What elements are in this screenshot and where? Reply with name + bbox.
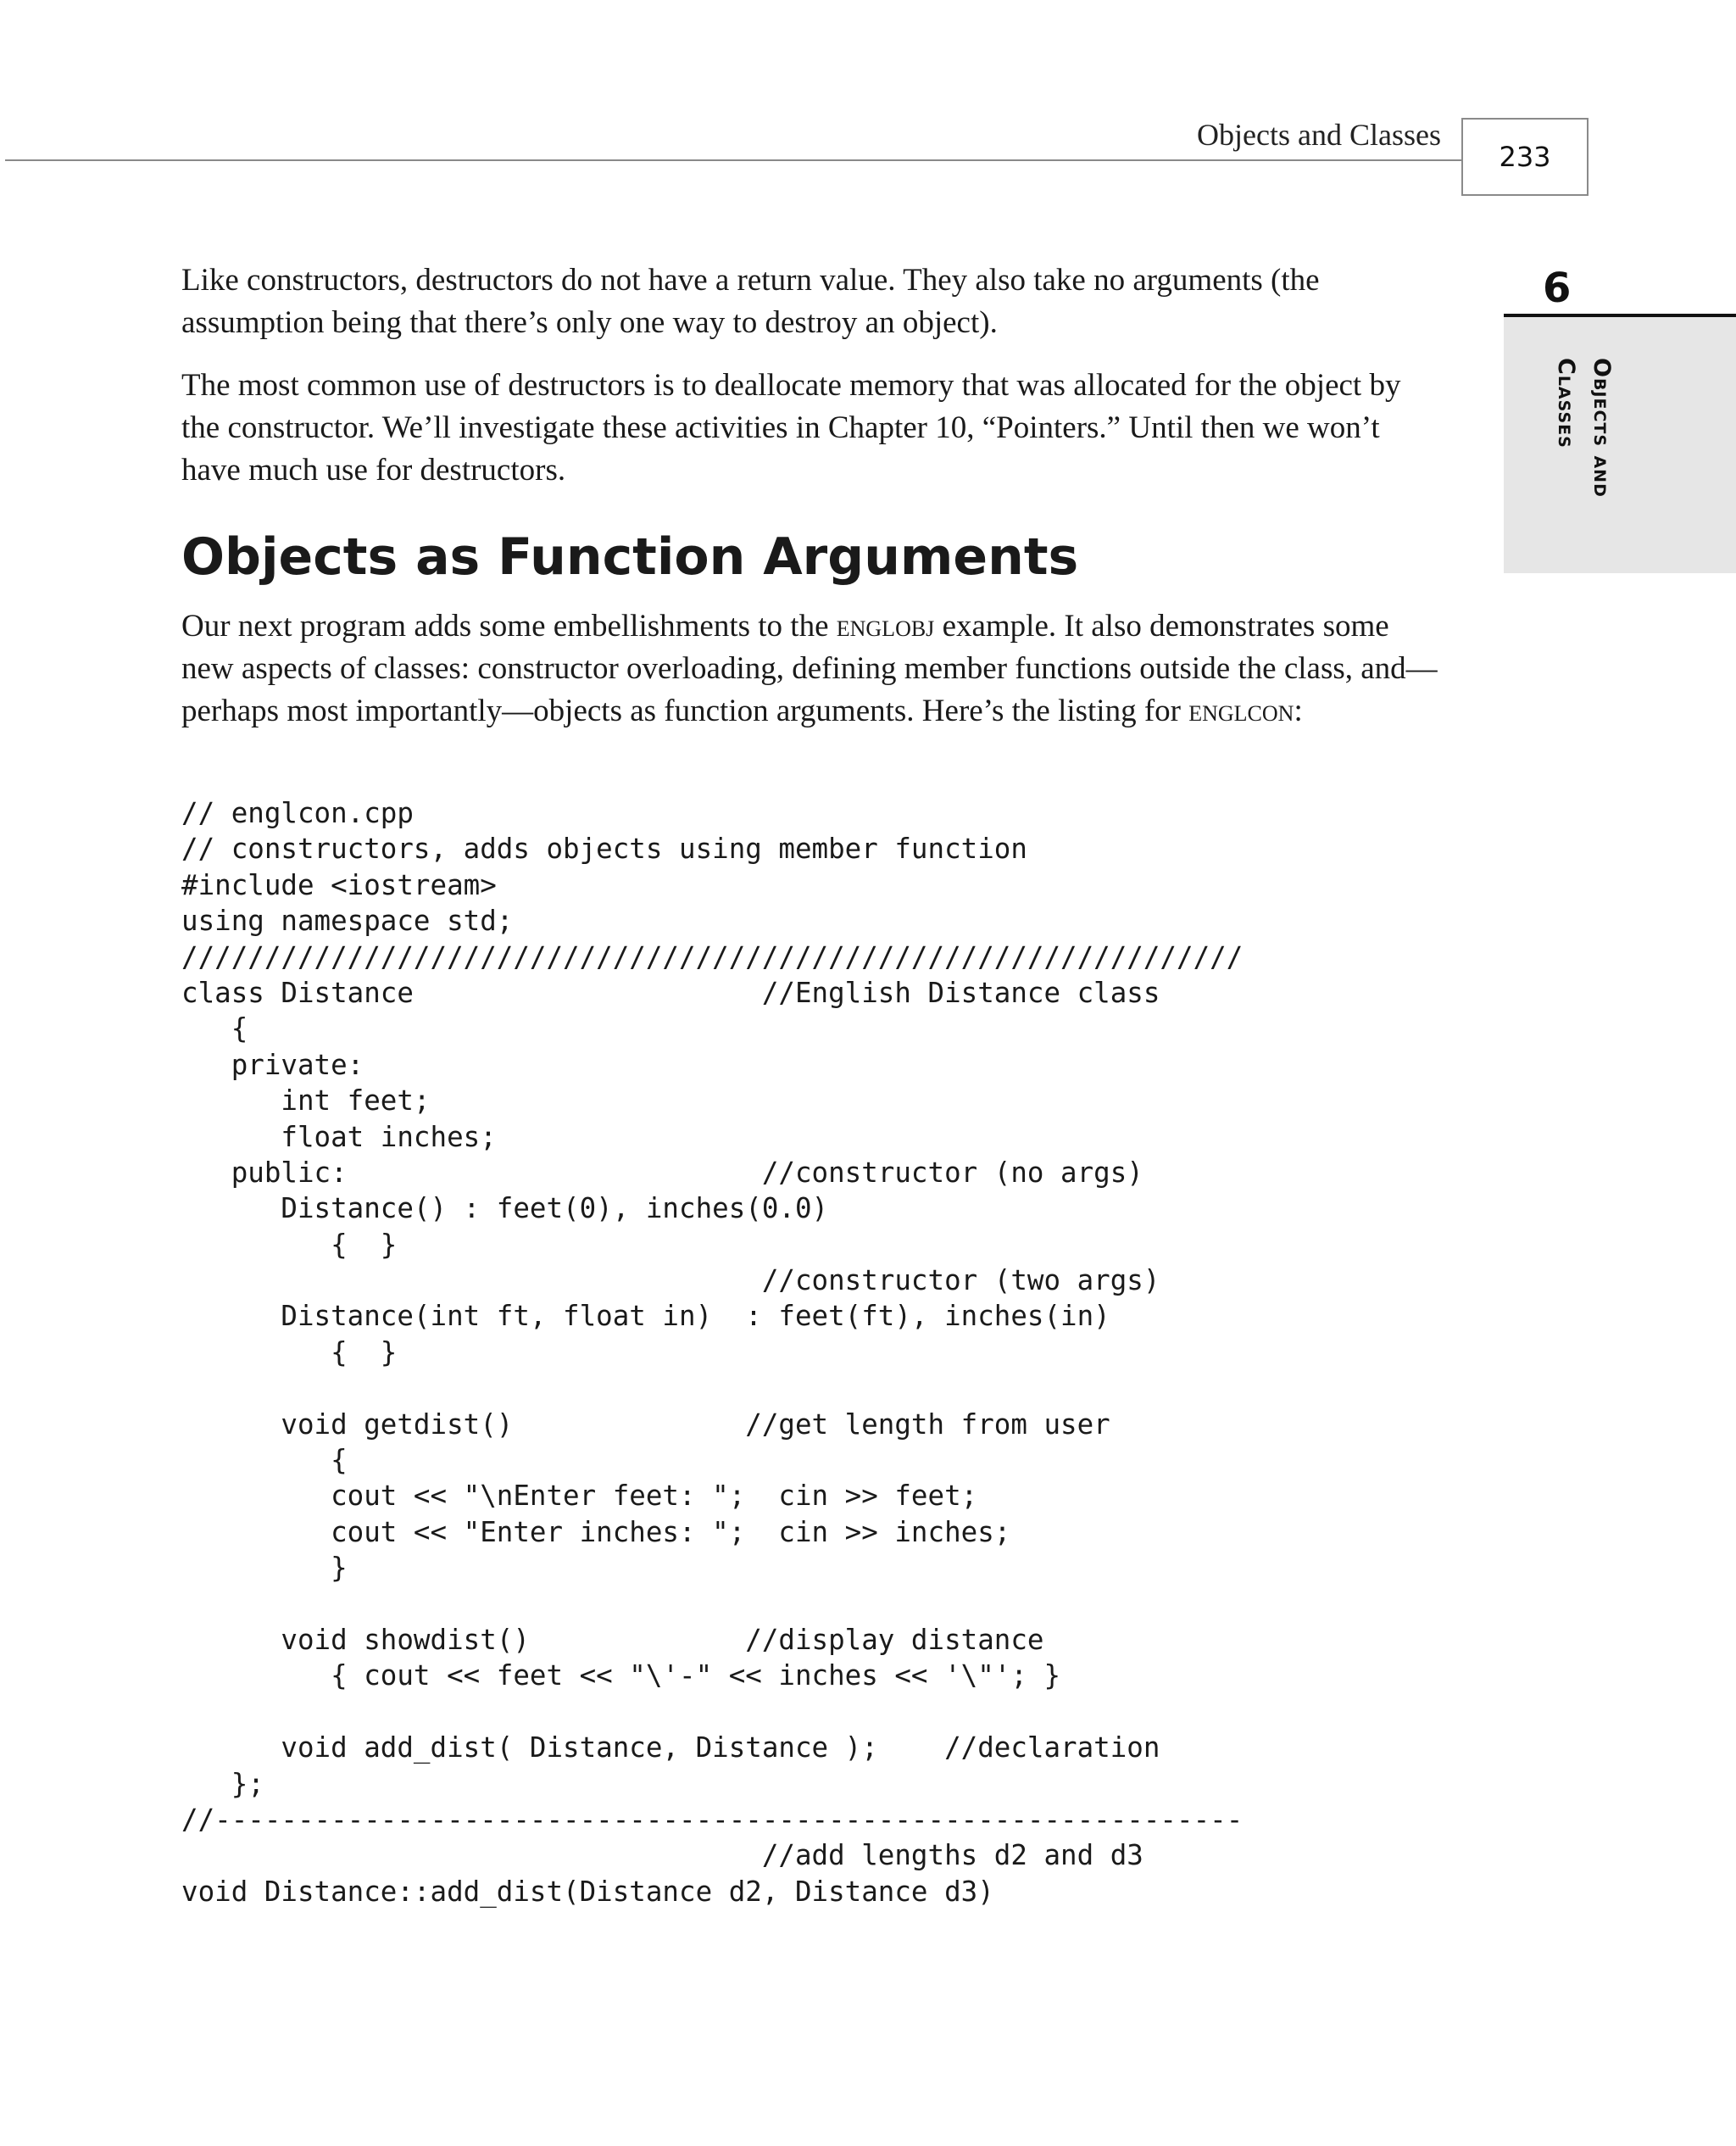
- code-line: }: [181, 1552, 348, 1585]
- intro-text-end: :: [1294, 694, 1303, 728]
- code-line: cout << "Enter inches: "; cin >> inches;: [181, 1515, 1011, 1548]
- code-line: };: [181, 1767, 264, 1800]
- code-line: int feet;: [181, 1084, 431, 1118]
- paragraph-destructor-use: The most common use of destructors is to deallocate memory that was allocated for the object by the constructor. We’ll investigate these activities in Chapter 10, “Pointers.” Until then we won’t have much use for destructors.: [181, 368, 1401, 488]
- code-line: [181, 1694, 1243, 1730]
- paragraph-englcon-intro: [181, 605, 1444, 733]
- code-listing: [181, 795, 1243, 1909]
- program-name-englcon: englcon: [1188, 694, 1294, 728]
- running-header-title: Objects and Classes: [1197, 118, 1441, 152]
- intro-text-middle: example. It also demonstrates some new aspects of classes: constructor overloading, defining member functions outside the class, and—perhaps most importantly—objects as function arguments. Here’s the listing for: [181, 609, 1438, 728]
- code-line: { }: [181, 1335, 398, 1368]
- code-line: //constructor (two args): [181, 1264, 1160, 1297]
- section-heading: Objects as Function Arguments: [181, 527, 1079, 587]
- chapter-tab-label-line1: Objects and: [1589, 358, 1615, 498]
- code-line: void Distance::add_dist(Distance d2, Distance d3): [181, 1875, 994, 1908]
- code-line: cout << "\nEnter feet: "; cin >> feet;: [181, 1480, 978, 1513]
- page-number: 233: [1461, 118, 1589, 196]
- code-line: {: [181, 1012, 248, 1045]
- paragraph-destructor-return: Like constructors, destructors do not have a return value. They also take no arguments (the assumption being that there’s only one way to destroy an object).: [181, 263, 1320, 340]
- chapter-thumb-tab: [1504, 317, 1736, 573]
- header-rule: [5, 159, 1461, 161]
- code-line: // constructors, adds objects using member function: [181, 833, 1027, 866]
- code-line: { cout << feet << "\'-" << inches << '\"'; }: [181, 1659, 1061, 1692]
- code-line: Distance() : feet(0), inches(0.0): [181, 1192, 829, 1225]
- chapter-number: 6: [1543, 265, 1572, 312]
- code-line: float inches;: [181, 1120, 497, 1153]
- code-line: void add_dist( Distance, Distance ); //declaration: [181, 1731, 1160, 1764]
- code-line: ////////////////////////////////////////////////////////////////: [181, 940, 1244, 973]
- code-line: {: [181, 1444, 348, 1477]
- intro-text-start: Our next program adds some embellishments to the: [181, 609, 837, 644]
- program-name-englobj: englobj: [836, 609, 935, 644]
- code-line: using namespace std;: [181, 905, 514, 938]
- chapter-tab-label: [1548, 358, 1619, 498]
- code-line: [181, 1370, 1243, 1406]
- code-line: void showdist() //display distance: [181, 1623, 1044, 1656]
- code-line: private:: [181, 1048, 364, 1081]
- code-line: //add lengths d2 and d3: [181, 1839, 1143, 1872]
- code-line: void getdist() //get length from user: [181, 1407, 1110, 1441]
- code-line: [181, 1586, 1243, 1622]
- code-line: class Distance //English Distance class: [181, 976, 1160, 1009]
- code-line: public: //constructor (no args): [181, 1156, 1143, 1189]
- code-line: { }: [181, 1228, 398, 1261]
- code-line: //--------------------------------------------------------------: [181, 1803, 1244, 1836]
- code-line: Distance(int ft, float in) : feet(ft), inches(in): [181, 1300, 1110, 1333]
- chapter-tab-label-line2: Classes: [1553, 358, 1579, 449]
- code-line: // englcon.cpp: [181, 797, 414, 829]
- code-line: #include <iostream>: [181, 868, 497, 901]
